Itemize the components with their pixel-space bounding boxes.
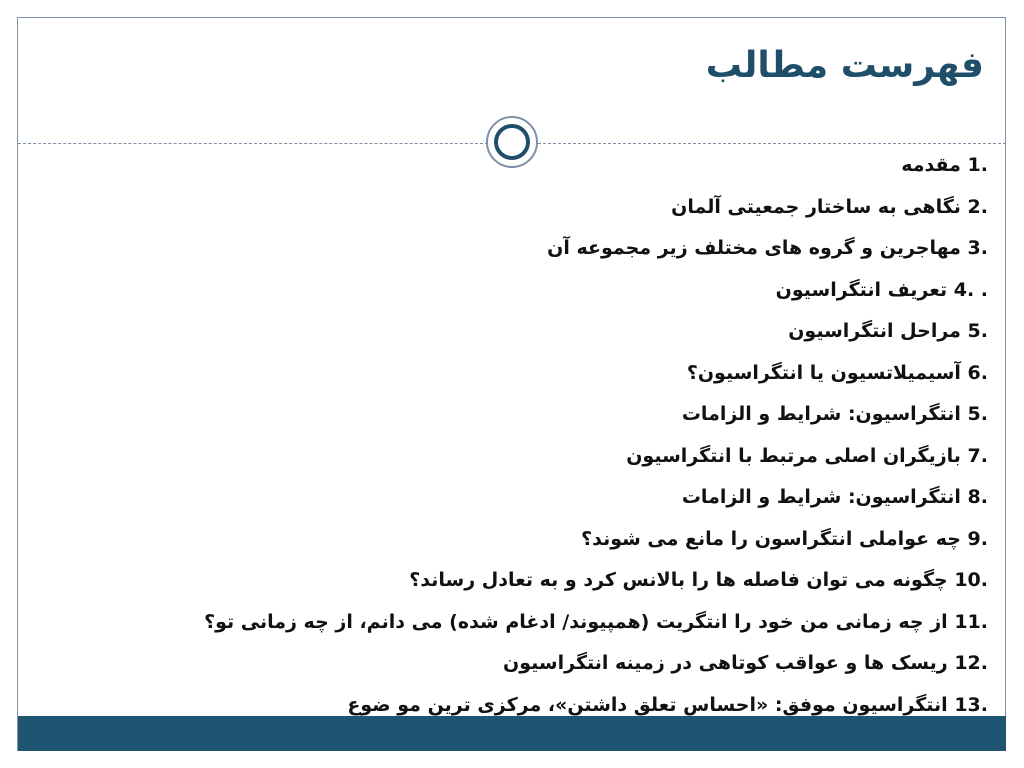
toc-item-3: [128, 231, 988, 273]
slide-title: فهرست مطالب: [705, 45, 984, 86]
toc-item-number: 7.: [967, 444, 988, 467]
footer-bar: [18, 716, 1006, 751]
toc-item-text: مقدمه: [901, 154, 961, 176]
toc-item-11: [128, 563, 988, 605]
toc-item-6: [128, 356, 988, 398]
toc-item-number: 3.: [967, 237, 988, 259]
toc-item-7: [128, 397, 988, 439]
toc-item-2: [128, 190, 988, 232]
toc-item-text: مراحل انتگراسیون: [788, 320, 961, 342]
title-divider-left: [18, 143, 488, 144]
toc-item-number: 5.: [967, 403, 988, 425]
toc-item-number: 10.: [954, 569, 988, 591]
table-of-contents: [128, 148, 988, 729]
toc-item-text: مهاجرین و گروه های مختلف زیر مجموعه آن: [547, 237, 961, 259]
toc-item-4: [128, 273, 988, 315]
toc-item-number: 2.: [967, 195, 988, 218]
toc-item-number: 6.: [967, 361, 988, 384]
title-divider-right: [538, 143, 1006, 144]
toc-item-number: 9.: [967, 527, 988, 550]
toc-item-number: 5.: [967, 320, 988, 342]
toc-item-text: انتگراسیون: شرایط و الزامات: [681, 486, 961, 508]
toc-item-text: چه عواملی انتگراسون را مانع می شوند؟: [581, 527, 961, 550]
toc-item-13: [128, 646, 988, 688]
toc-item-text: نگاهی به ساختار جمعیتی آلمان: [671, 195, 961, 218]
toc-item-number: 13.: [954, 693, 988, 716]
toc-item-text: تعریف انتگراسیون: [775, 278, 948, 301]
toc-item-text: آسیمیلاتسیون یا انتگراسیون؟: [686, 361, 961, 384]
toc-item-number: 11.: [954, 610, 988, 633]
toc-item-text: از چه زمانی من خود را انتگریت (همپیوند/ ادغام شده) می دانم، از چه زمانی تو؟: [204, 610, 948, 633]
toc-item-5: [128, 314, 988, 356]
toc-item-12: [128, 605, 988, 647]
toc-item-number: 8.: [967, 486, 988, 508]
toc-item-text: بازیگران اصلی مرتبط با انتگراسیون: [626, 444, 961, 467]
toc-item-number: 12.: [954, 652, 988, 674]
toc-item-text: انتگراسیون موفق: «احساس تعلق داشتن»، مرکزی ترین مو ضوع: [347, 693, 948, 716]
toc-item-number: 4. .: [953, 278, 988, 301]
toc-item-text: انتگراسیون: شرایط و الزامات: [681, 403, 961, 425]
toc-item-1: [128, 148, 988, 190]
toc-item-9: [128, 480, 988, 522]
toc-item-text: چگونه می توان فاصله ها را بالانس کرد و به تعادل رساند؟: [409, 569, 948, 591]
toc-item-10: [128, 522, 988, 564]
toc-item-text: ریسک ها و عواقب کوتاهی در زمینه انتگراسیون: [503, 652, 948, 674]
toc-item-number: 1.: [967, 154, 988, 176]
toc-item-8: [128, 439, 988, 481]
